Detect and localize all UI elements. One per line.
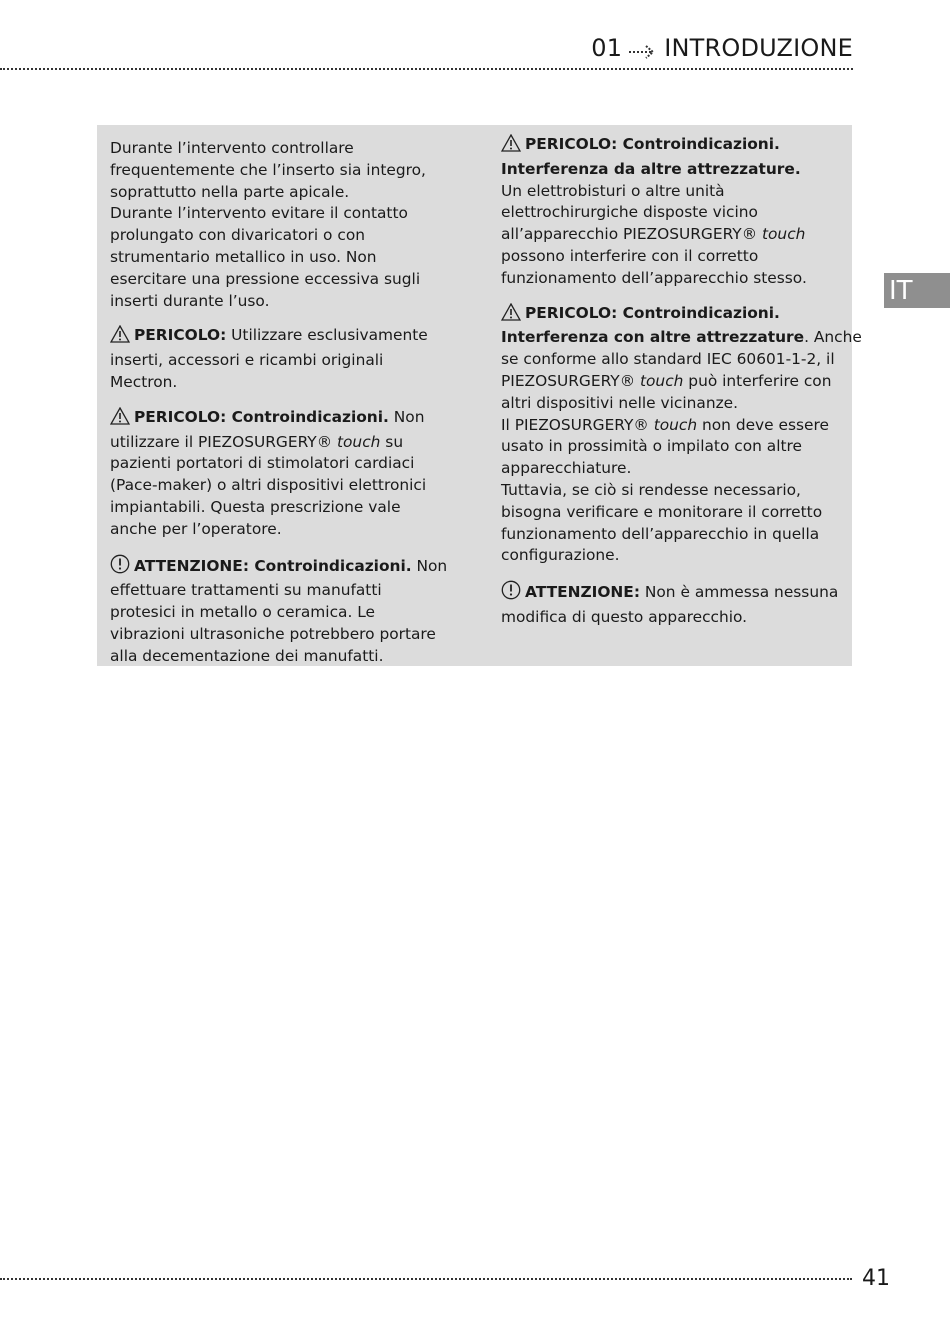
danger-interference-from: PERICOLO: Controindicazioni. Interferenza da altre attrezzature. Un elettrobisturi o altre unità elettrochirurgiche disposte vicino all’apparecchio PIEZOSURGERY® touch possono interferire con il corretto funzionamento dell’apparecchio stesso. xyxy=(501,135,807,287)
danger-interference-with: PERICOLO: Controindicazioni. Interferenza con altre attrezzature. Anche se conforme allo standard IEC 60601-1-2, il PIEZOSURGERY® touch può interferire con altri dispositivi nelle vicinanze. Il PIEZOSURGERY® touch non deve essere usato in prossimità o impilato con altre apparecchiature. Tuttavia, se ciò si rendesse necessario, bisogna verificare e monitorare il corretto funzionamento dell’apparecchio in quella configurazione. xyxy=(501,303,862,565)
left-column xyxy=(110,138,448,681)
danger-pacemaker: PERICOLO: Controindicazioni. Non utilizzare il PIEZOSURGERY® touch su pazienti portatori di stimolatori cardiaci (Pace-maker) o altri dispositivi elettronici impiantabili. Questa prescrizione vale anche per l’operatore. xyxy=(110,407,427,538)
warning-triangle-icon xyxy=(110,325,130,350)
danger-original-parts: PERICOLO: Utilizzare esclusivamente inserti, accessori e ricambi originali Mectron. xyxy=(110,326,428,391)
warnings-box xyxy=(97,125,862,666)
language-tab: IT xyxy=(884,273,950,308)
footer-rule xyxy=(0,1278,852,1280)
header-rule xyxy=(0,68,853,70)
warning-triangle-icon xyxy=(501,303,521,328)
exclamation-circle-icon xyxy=(501,580,521,607)
warning-triangle-icon xyxy=(501,134,521,159)
dotted-arrow-icon xyxy=(628,39,658,57)
intervention-note: Durante l’intervento controllare frequentemente che l’inserto sia integro, soprattutto nella parte apicale. Durante l’intervento evitare il contatto prolungato con divaricatori o con strumentario metallico in uso. Non esercitare una pressione eccessiva sugli inserti durante l’uso. xyxy=(110,139,426,310)
warning-triangle-icon xyxy=(110,407,130,432)
page-header xyxy=(0,34,853,62)
attention-prosthetics: ATTENZIONE: Controindicazioni. Non effettuare trattamenti su manufatti protesici in metallo o ceramica. Le vibrazioni ultrasoniche potrebbero portare alla decementazione dei manufatti. xyxy=(110,554,448,668)
right-column xyxy=(501,134,862,642)
exclamation-circle-icon xyxy=(110,554,130,581)
page-number: 41 xyxy=(862,1266,890,1291)
chapter-title: INTRODUZIONE xyxy=(664,34,853,62)
attention-modification: ATTENZIONE: Non è ammessa nessuna modifica di questo apparecchio. xyxy=(501,580,839,629)
chapter-number: 01 xyxy=(591,34,623,62)
